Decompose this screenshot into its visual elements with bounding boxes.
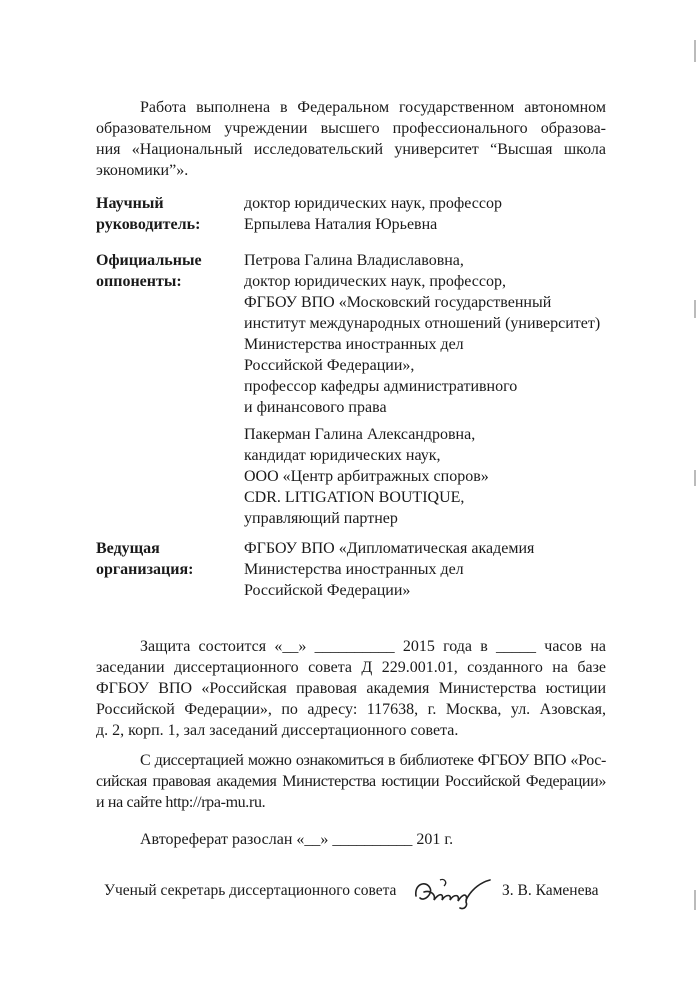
- opponent-2-line: CDR. LITIGATION BOUTIQUE,: [244, 489, 465, 506]
- leading-org-line: Министерства иностранных дел: [244, 561, 464, 578]
- opponent-1-line: доктор юридических наук, профессор,: [244, 273, 506, 290]
- opponent-1-line: институт международных отношений (университет): [244, 315, 601, 332]
- supervisor-value: [244, 193, 502, 235]
- opponent-1-line: и финансового права: [244, 399, 387, 416]
- leading-org-value: [244, 538, 534, 601]
- intro-line: Работа выполнена в Федеральном государственном автономном: [140, 99, 606, 116]
- supervisor-name: Ерпылева Наталия Юрьевна: [244, 216, 438, 233]
- opponent-2-line: кандидат юридических наук,: [244, 447, 441, 464]
- opponent-2: [244, 424, 489, 529]
- intro-paragraph: [96, 97, 606, 181]
- defense-paragraph: [96, 636, 606, 741]
- intro-line: экономики”».: [96, 162, 189, 179]
- scan-edge-mark: [694, 470, 696, 486]
- defense-line: ФГБОУ ВПО «Российская правовая академия Министерства юстиции: [96, 680, 606, 697]
- opponent-2-line: управляющий партнер: [244, 510, 398, 527]
- library-line: и на сайте http://rpa-mu.ru.: [96, 794, 266, 811]
- opponents-label-line: Официальные: [96, 252, 202, 269]
- supervisor-label-line: Научный: [96, 195, 164, 212]
- opponent-1-line: Министерства иностранных дел: [244, 336, 464, 353]
- opponent-1-line: Петрова Галина Владиславовна,: [244, 252, 464, 269]
- defense-line: Российской Федерации», по адресу: 117638, г. Москва, ул. Азовская,: [96, 701, 606, 718]
- supervisor-label-line: руководитель:: [96, 216, 201, 233]
- supervisor-degree: доктор юридических наук, профессор: [244, 195, 502, 212]
- scan-edge-mark: [694, 890, 696, 910]
- scan-edge-mark: [694, 300, 696, 318]
- opponent-2-line: Пакерман Галина Александровна,: [244, 426, 476, 443]
- opponent-1-line: Российской Федерации»,: [244, 357, 415, 374]
- library-line: сийская правовая академия Министерства юстиции Российской Федерации»: [96, 773, 606, 790]
- intro-line: ния «Национальный исследовательский университет “Высшая школа: [96, 141, 606, 158]
- opponent-2-line: ООО «Центр арбитражных споров»: [244, 468, 489, 485]
- secretary-title: Ученый секретарь диссертационного совета: [104, 882, 397, 899]
- library-paragraph: [96, 750, 606, 813]
- defense-line: д. 2, корп. 1, зал заседаний диссертационного совета.: [96, 722, 459, 739]
- leading-org-line: Российской Федерации»: [244, 582, 411, 599]
- supervisor-label: [96, 193, 200, 235]
- leading-org-label: [96, 538, 193, 580]
- scan-edge-mark: [694, 40, 696, 62]
- dispatch-line: Автореферат разослан «__» __________ 201 г.: [140, 831, 454, 848]
- leading-org-label-line: Ведущая: [96, 540, 160, 557]
- defense-line: заседании диссертационного совета Д 229.001.01, созданного на базе: [96, 659, 606, 676]
- secretary-line: [104, 874, 604, 914]
- opponent-1: [244, 250, 600, 418]
- intro-line: образовательном учреждении высшего профессионального образова-: [96, 120, 606, 137]
- leading-org-label-line: организация:: [96, 561, 194, 578]
- library-line: С диссертацией можно ознакомиться в библиотеке ФГБОУ ВПО «Рос-: [140, 752, 606, 769]
- handwritten-signature: [410, 874, 496, 912]
- secretary-name: З. В. Каменева: [502, 882, 599, 899]
- leading-org-line: ФГБОУ ВПО «Дипломатическая академия: [244, 540, 535, 557]
- opponents-label-line: оппоненты:: [96, 273, 182, 290]
- defense-line: Защита состоится «__» __________ 2015 года в _____ часов на: [140, 638, 606, 655]
- opponents-label: [96, 250, 202, 292]
- opponent-1-line: профессор кафедры административного: [244, 378, 518, 395]
- opponent-1-line: ФГБОУ ВПО «Московский государственный: [244, 294, 552, 311]
